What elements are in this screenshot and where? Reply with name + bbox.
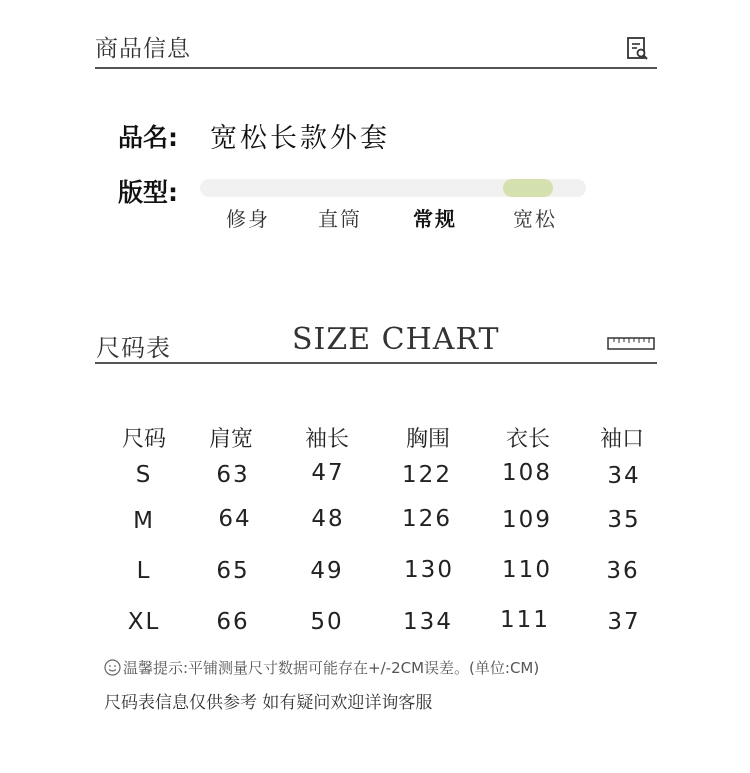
measurement-tip: 温馨提示:平铺测量尺寸数据可能存在+/-2CM误差。(单位:CM): [123, 659, 540, 677]
fit-option-loose: 宽松: [513, 207, 557, 231]
fit-scale-marker: [503, 179, 553, 197]
table-cell: 64: [218, 506, 252, 532]
table-cell: 37: [607, 609, 641, 635]
table-cell: 108: [502, 460, 552, 486]
fit-label: 版型:: [118, 178, 178, 207]
table-cell: S: [135, 462, 153, 488]
table-header: 袖长: [304, 427, 349, 452]
fit-scale-track: [200, 179, 586, 197]
table-cell: 36: [606, 558, 640, 584]
document-search-icon: [626, 36, 650, 62]
table-cell: 34: [607, 463, 641, 489]
table-cell: 130: [404, 557, 454, 583]
table-cell: 122: [402, 462, 452, 488]
table-cell: 35: [607, 507, 641, 533]
table-header: 胸围: [405, 427, 450, 452]
table-cell: L: [136, 558, 152, 584]
product-name-label: 品名:: [118, 123, 178, 152]
table-cell: 134: [403, 609, 453, 635]
fit-option-straight: 直筒: [318, 207, 362, 231]
table-cell: XL: [127, 609, 161, 635]
fit-option-slim: 修身: [226, 207, 270, 231]
table-cell: 49: [310, 558, 344, 584]
table-cell: M: [133, 508, 155, 534]
size-chart-label: 尺码表: [96, 334, 171, 362]
table-header: 衣长: [505, 427, 550, 452]
table-cell: 63: [216, 462, 250, 488]
table-header: 肩宽: [208, 427, 253, 452]
table-cell: 126: [402, 506, 452, 532]
table-cell: 50: [310, 609, 344, 635]
size-chart-title: SIZE CHART: [292, 322, 500, 357]
section-divider: [95, 67, 657, 69]
table-header: 尺码: [121, 427, 166, 452]
product-info-title: 商品信息: [95, 36, 191, 62]
table-cell: 47: [311, 460, 345, 486]
ruler-icon: [607, 335, 655, 351]
table-header: 袖口: [599, 427, 644, 452]
product-name-value: 宽松长款外套: [210, 123, 390, 154]
table-cell: 111: [500, 607, 550, 633]
fit-option-regular: 常规: [413, 207, 457, 231]
table-cell: 66: [216, 609, 250, 635]
table-cell: 110: [502, 557, 552, 583]
table-cell: 109: [502, 507, 552, 533]
section-divider: [95, 362, 657, 364]
table-cell: 65: [216, 558, 250, 584]
contact-note: 尺码表信息仅供参考 如有疑问欢迎详询客服: [104, 693, 433, 713]
table-cell: 48: [311, 506, 345, 532]
smiley-icon: [104, 659, 121, 676]
